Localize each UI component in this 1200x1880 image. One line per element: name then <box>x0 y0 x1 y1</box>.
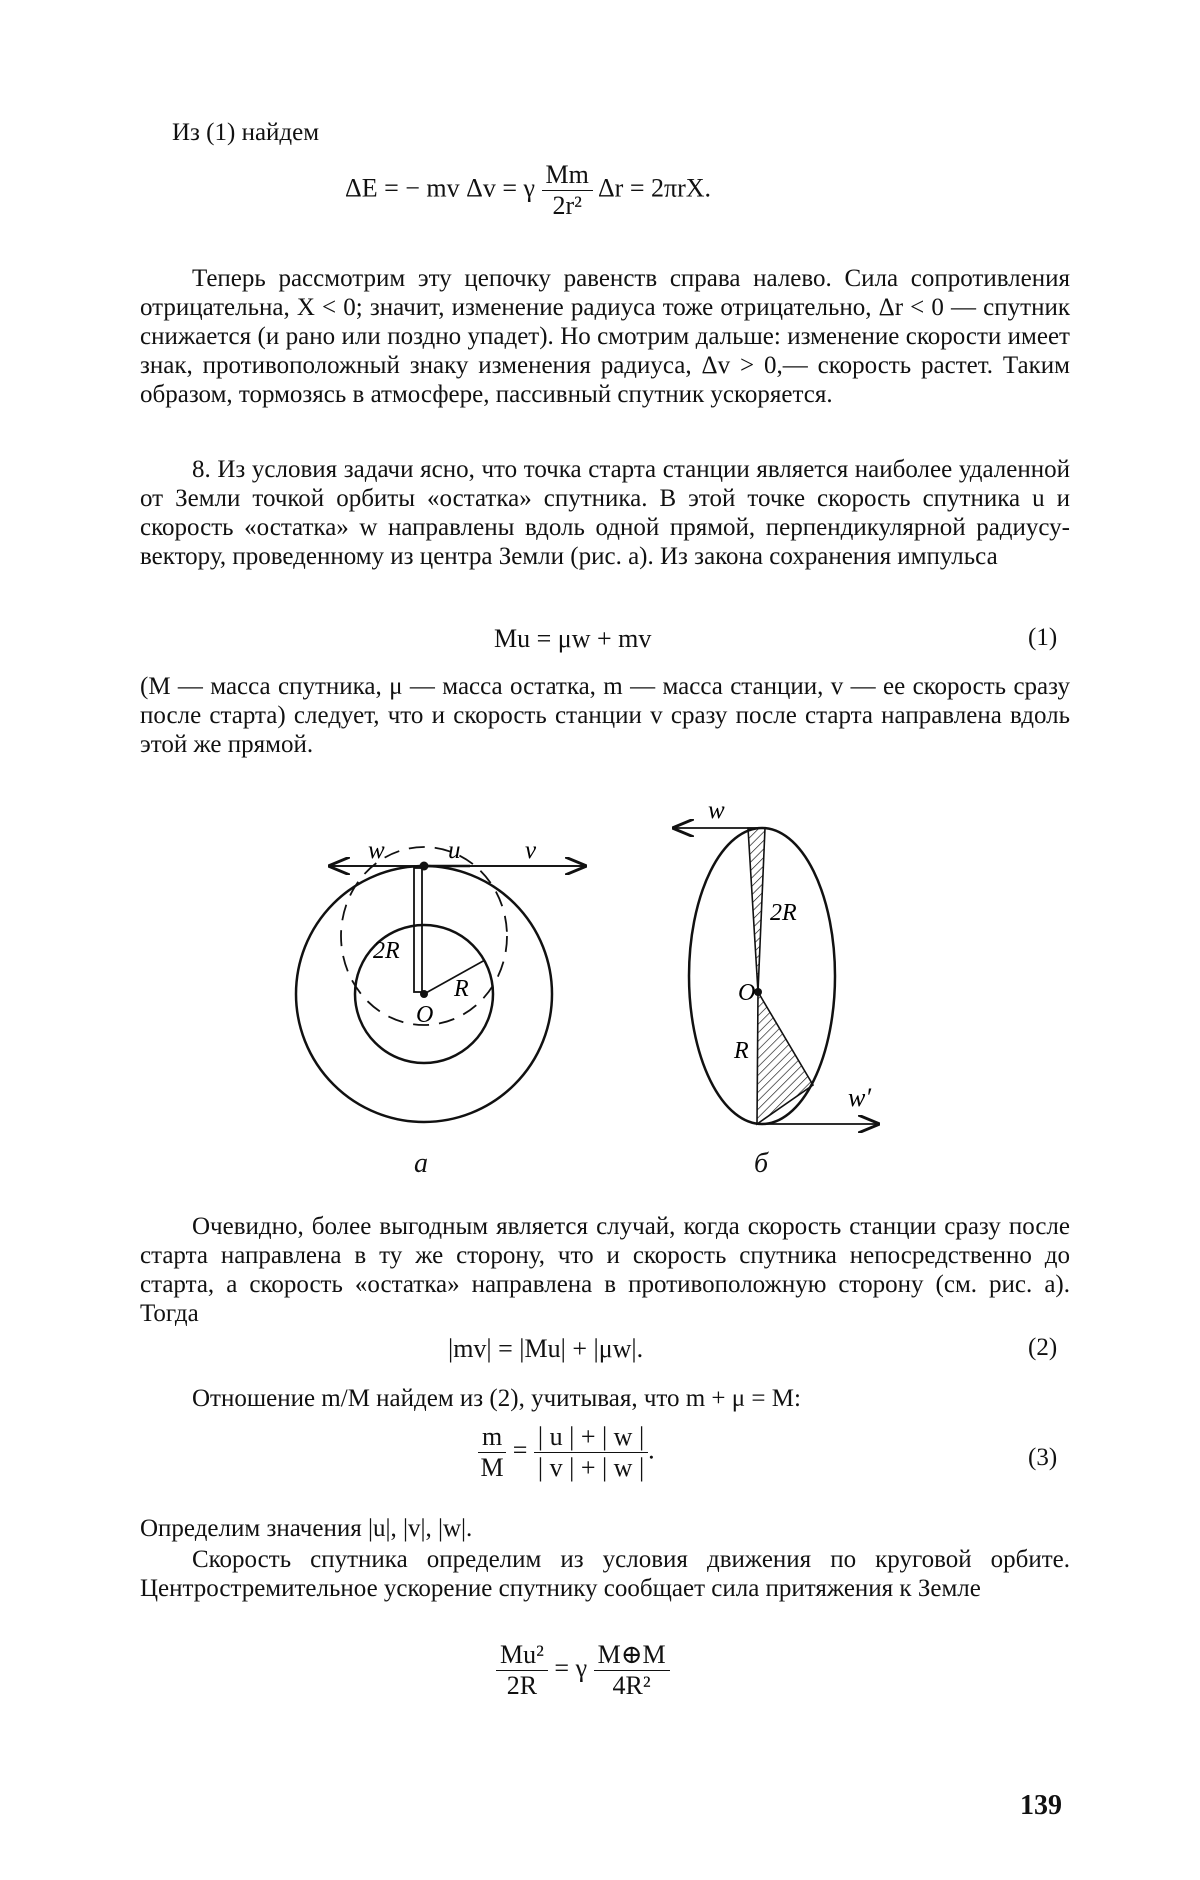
equation-3-lhs-den: M <box>480 1453 504 1482</box>
equation-4-rhs <box>594 1640 670 1701</box>
equation-3-lhs <box>478 1422 506 1483</box>
equation-2: |mv| = |Mu| + |μw|. <box>448 1334 644 1363</box>
caption-b: б <box>754 1148 769 1179</box>
label-o: O <box>416 1002 434 1028</box>
equation-3 <box>478 1422 655 1483</box>
center-point <box>420 990 428 998</box>
remnant-orbit-dashed <box>341 847 507 1025</box>
equation-1: Mu = μw + mv <box>494 624 652 653</box>
paragraph-define: Определим значения |u|, |v|, |w|. <box>140 1515 473 1542</box>
start-point <box>420 862 429 871</box>
equation-3-rhs-den: | v | + | w | <box>537 1453 645 1482</box>
paragraph-8: 8. Из условия задачи ясно, что точка старта станции является наиболее удаленной от Земли точкой орбиты «остатка» спутника. В этой точке скорость спутника u и скорость «остатка» w направлены вдоль одной прямой, перпендикулярной радиусу-вектору, проведенному из центра Земли (рис. а). Из закона сохранения импульса <box>140 456 1070 570</box>
equation-1-number: (1) <box>1028 624 1058 651</box>
equation-4-rhs-den: 4R² <box>612 1671 651 1700</box>
paragraph-obvious: Очевидно, более выгодным является случай, когда скорость станции сразу после старта направлена в ту же сторону, что и скорость спутника непосредственно до старта, а скорость «остатка» направлена в противоположную сторону (см. рис. а). Тогда <box>140 1213 1070 1327</box>
paragraph-speed: Скорость спутника определим из условия движения по круговой орбите. Центростремительное ускорение спутнику сообщает сила притяжения к Земле <box>140 1546 1070 1602</box>
equation-4 <box>496 1640 670 1701</box>
equation-3-dot: . <box>648 1435 655 1465</box>
paragraph-ratio: Отношение m/M найдем из (2), учитывая, что m + μ = M: <box>192 1385 801 1412</box>
page-number: 139 <box>1020 1790 1062 1821</box>
equation-2-number: (2) <box>1028 1334 1058 1361</box>
equation-3-rhs-num: | u | + | w | <box>534 1422 648 1453</box>
label-w-prime: w′ <box>848 1083 872 1112</box>
equation-4-rhs-num: M⊕M <box>594 1640 670 1671</box>
paragraph-consider: Теперь рассмотрим эту цепочку равенств справа налево. Сила сопротивления отрицательна, X < 0; значит, изменение радиуса тоже отрицательно, Δr < 0 — спутник снижается (и рано или поздно упадет). Но смотрим дальше: изменение скорости имеет знак, противоположный знаку изменения радиуса, Δv > 0,— скорость растет. Таким образом, тормозясь в атмосфере, пассивный спутник ускоряется. <box>140 265 1070 408</box>
label-2r-b: 2R <box>770 900 797 926</box>
label-u: u <box>448 837 461 864</box>
label-v: v <box>525 837 537 864</box>
equation-4-lhs-num: Mu² <box>496 1640 548 1671</box>
figure-a <box>296 837 585 1122</box>
equation-energy-denominator: 2r² <box>552 191 582 220</box>
hatched-area-bottom <box>757 992 813 1124</box>
equation-energy-numerator: Mm <box>542 160 593 191</box>
label-w: w <box>368 837 385 864</box>
equation-4-lhs <box>496 1640 548 1701</box>
label-r: R <box>454 976 469 1002</box>
caption-a: а <box>414 1148 428 1179</box>
equation-3-rhs <box>534 1422 648 1483</box>
figure-b <box>674 797 878 1124</box>
hatched-area-top <box>748 828 765 992</box>
equation-3-number: (3) <box>1028 1444 1058 1471</box>
label-r-b: R <box>734 1038 749 1064</box>
equation-4-mid: = γ <box>554 1653 588 1683</box>
equation-energy-rhs: Δr = 2πrX. <box>597 173 712 203</box>
radius-2r-bar <box>414 868 422 992</box>
label-o-b: O <box>738 980 756 1006</box>
equation-3-equals: = <box>512 1435 534 1465</box>
paragraph-masses: (M — масса спутника, μ — масса остатка, m — масса станции, v — ее скорость сразу после старта) следует, что и скорость станции v сразу после старта направлена вдоль этой же прямой. <box>140 673 1070 758</box>
label-w-b: w <box>708 797 725 824</box>
equation-4-lhs-den: 2R <box>506 1671 538 1700</box>
equation-energy-lhs: ΔE = − mv Δv = γ <box>345 173 536 203</box>
label-2r: 2R <box>373 938 400 964</box>
equation-3-lhs-num: m <box>478 1422 506 1453</box>
intro-line: Из (1) найдем <box>172 119 320 146</box>
